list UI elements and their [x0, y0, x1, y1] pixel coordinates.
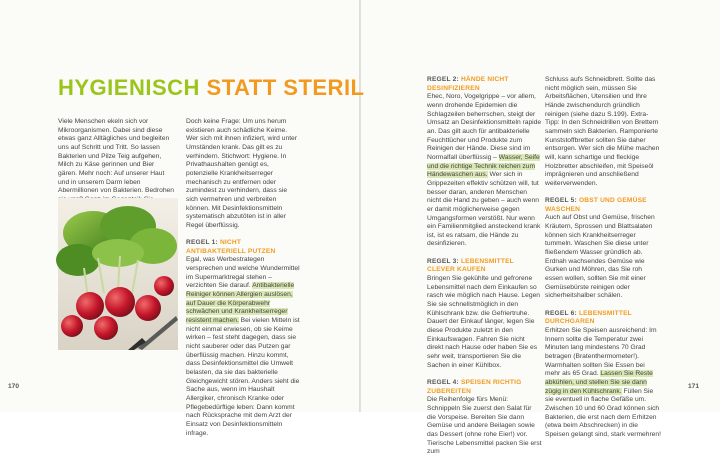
- rule-4-text: Die Reihenfolge fürs Menü: Schnippeln Sie zuerst den Salat für die Vorspeise. Bereiten Sie dann Gemüse und andere Beilagen sowie das Dessert (ohne rohe Eier!) vor. Tierische Lebensmittel packen Sie erst zum: [427, 396, 542, 456]
- column-4: [545, 76, 661, 440]
- page-number-left: 170: [8, 383, 20, 390]
- spacer: [427, 249, 542, 258]
- page-title: [58, 75, 365, 101]
- rule-2-heading: [427, 76, 542, 93]
- rule-5-text: Auch auf Obst und Gemüse, frischen Kräutern, Sprossen und Blattsalaten können sich Krankheitserreger tummeln. Waschen Sie diese unter fließendem Wasser gründlich ab. Erdnah wachsendes Gemüse wie Gurken und Möhren, das Sie roh essen wollen, sollten Sie mit einer Gemüsebürste reinigen oder sicherheitshalber schälen.: [545, 214, 655, 300]
- page-number-right: 171: [688, 383, 700, 390]
- rule-5-heading: [545, 197, 661, 214]
- rule-2-title: HÄNDE NICHT DESINFIZIEREN: [427, 76, 509, 92]
- cutting-board-paragraph: Schluss aufs Schneidbrett. Sollte das nicht möglich sein, müssen Sie Arbeitsflächen, Utensilien und Ihre Hände zwischendurch gründlich reinigen (siehe dazu S.199). Extra-Tipp: In den Schneidrillen von Brettern sammeln sich Bakterien. Ramponierte Kunststoffbretter sollten Sie daher entsorgen. Wer sich die Mühe machen will, kann schartige und fleckige Holzbretter abschleifen, mit Speiseöl imprägnieren und anschließend weiterverwenden.: [545, 76, 660, 187]
- rule-6-text-a: Erhitzen Sie Speisen ausreichend: Im Innern sollte die Temperatur zwei Minuten lang mindestens 70 Grad betragen (Bratenthermometer!). Warmhalten sollten Sie Essen bei mehr als 65 Grad.: [545, 327, 657, 378]
- rule-6-text-b: Füllen Sie sie eventuell in flache Gefäße um. Zwischen 10 und 60 Grad können sich Bakterien, die erst nach dem Erhitzen (etwa beim Abschrecken) in die Speisen gelangt sind, stark vermehren!: [545, 387, 661, 438]
- rule-6-text: [545, 327, 661, 440]
- rule-2-highlight: Wasser, Seife und die richtige Technik reichen zum Händewaschen aus.: [427, 153, 540, 179]
- rule-4-title: SPEISEN RICHTIG ZUBEREITEN: [427, 378, 522, 395]
- rule-6-title: LEBENSMITTEL DURCHGAREN: [545, 309, 632, 326]
- spacer: [545, 301, 661, 310]
- rule-6-highlight: Lassen Sie Reste abkühlen, und stellen Sie sie dann zügig in den Kühlschrank.: [545, 370, 653, 395]
- rule-1-text: [186, 256, 300, 438]
- rule-4-heading: [427, 379, 542, 396]
- rule-2-number: REGEL 2:: [427, 76, 459, 83]
- column-2: [186, 118, 300, 438]
- intro-paragraph: Viele Menschen ekeln sich vor Mikroorganismen. Dabei sind diese etwas ganz Alltägliches und begleiten uns auf Schritt und Tritt. So lassen Bakterien und Pilze Teig aufgehen, Milch zu Käse gerinnen und Bier gären. Mehr noch: Auf unserer Haut und in unserem Darm leben Abermillionen von Bakterien. Bedrohen: [58, 118, 174, 195]
- rule-1-text-a: Egal, was Werbestrategen versprechen und welche Wundermittel im Supermarktregal stehen – verzichten Sie darauf.: [186, 256, 300, 290]
- title-part-2: STATT STERIL: [206, 75, 365, 100]
- rule-1-title: NICHT ANTIBAKTERIELL PUTZEN: [186, 239, 276, 255]
- rule-6-number: REGEL 6:: [545, 309, 577, 317]
- rule-4-number: REGEL 4:: [427, 378, 459, 386]
- rule-2-text: [427, 93, 542, 249]
- column-3: [427, 76, 542, 457]
- rule-3-title: LEBENSMITTEL CLEVER KAUFEN: [427, 257, 514, 274]
- rule-2-text-a: Ehec, Noro, Vogelgrippe – vor allem, wenn drohende Epidemien die Schlagzeilen beherrschen, steigt der Umsatz an Desinfektionsmitteln rapide an. Das gilt auch für antibakterielle Feuchttücher und Produkte zum Reinigen der Hände. Diese sind im Normalfall überflüssig –: [427, 93, 542, 161]
- rule-1-heading: [186, 239, 300, 256]
- rule-3-text: Bringen Sie gekühlte und gefrorene Lebensmittel nach dem Einkaufen so rasch wie möglich nach Hause. Legen Sie sie schnellstmöglich in den Kühlschrank bzw. die Gefriertruhe. Dauert der Einkauf länger, legen Sie diese Produkte zuletzt in den Einkaufswagen. Fahren Sie nicht direkt nach Hause oder haben Sie es sehr weit, transportieren Sie die Sachen in einer Kühlbox.: [427, 275, 541, 369]
- rule-2-text-b: Wer sich in Grippezeiten effektiv schützen will, tut besser daran, anderen Menschen nicht die Hand zu geben – auch wenn er damit möglicherweise gegen Umgangsformen verstößt. Nur wenn ein Familienmitglied ansteckend krank ist, ist es ratsam, die Hände zu desinfizieren.: [427, 171, 541, 248]
- rule-6-heading: [545, 310, 661, 327]
- book-spine: [359, 0, 361, 412]
- radish-photo: [58, 198, 178, 350]
- rule-3-heading: [427, 258, 542, 275]
- spacer: [427, 370, 542, 379]
- hygiene-paragraph: Doch keine Frage: Um uns herum existieren auch schädliche Keime. Wer sich mit ihnen infiziert, wird unter Umständen krank. Das gilt es zu verhindern. Stichwort: Hygiene. In Privathaushalten genügt es, potenzielle Krankheitserreger mechanisch zu entfernen oder zumindest zu verhindern, dass sie sich vermehren und verbreiten können. Mit Desinfektionsmitteln systematisch abzutöten ist in aller Regel überflüssig.: [186, 118, 297, 229]
- rule-1-text-b: Bei vielen Mitteln ist nicht einmal erwiesen, ob sie Keime wirken – fest steht dagegen, dass sie nicht sauberer oder das Putzen gar überflüssig machen. Hinzu kommt, dass Desinfektionsmittel die Umwelt belasten, da sie das bakterielle Gleichgewicht stören. Anders sieht die Sache aus, wenn im Haushalt Allergiker, chronisch Kranke oder Pflegebedürftige leben: Dann kommt nach Rücksprache mit dem Arzt der Einsatz von Desinfektionsmitteln infrage.: [186, 317, 300, 437]
- title-part-1: HYGIENISCH: [58, 75, 200, 100]
- left-page: [0, 0, 360, 412]
- rule-3-number: REGEL 3:: [427, 257, 459, 265]
- spacer: [186, 231, 300, 240]
- rule-1-highlight: Antibakterielle Reiniger können Allergien auslösen, auf Dauer die Körperabwehr schwächen und Krankheitserreger resistent machen.: [186, 282, 295, 325]
- rule-1-number: REGEL 1:: [186, 239, 218, 247]
- rule-5-number: REGEL 5:: [545, 197, 577, 205]
- rule-5-title: OBST UND GEMÜSE WASCHEN: [545, 197, 647, 213]
- spacer: [545, 189, 661, 198]
